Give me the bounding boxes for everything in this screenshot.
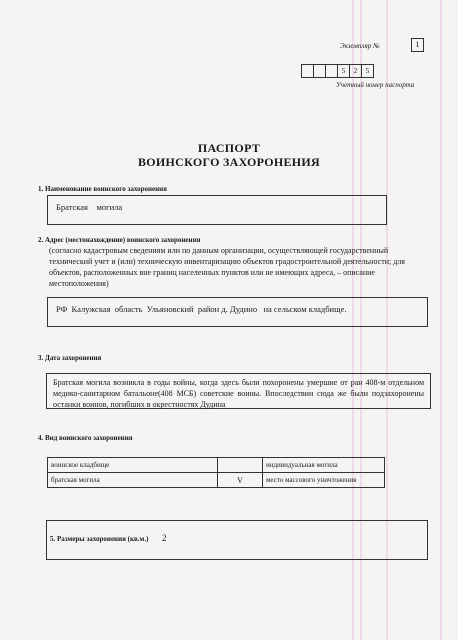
burial-type-left: братская могила xyxy=(48,473,218,488)
burial-name-value: Братская могила xyxy=(56,202,123,212)
account-number-grid xyxy=(301,64,374,78)
section2-heading: 2. Адрес (местонахождение) воинского захоронения xyxy=(38,236,201,244)
account-digit: 5 xyxy=(337,64,349,78)
section3-heading: 3. Дата захоронения xyxy=(38,354,102,362)
section3-value-box xyxy=(46,373,431,409)
table-row xyxy=(48,473,385,488)
burial-type-mark: V xyxy=(218,473,263,488)
section1-heading: 1. Наименование воинского захоронения xyxy=(38,185,167,193)
section4-heading: 4. Вид воинского захоронения xyxy=(38,434,133,442)
section2-description: (согласно кадастровым сведениям или по данным организации, осуществляющей государственный технический учет и (или) техническую инвентаризацию объектов градостроительной деятельности; для объектов, расположенных вне границ населенных пунктов или не имеющих адреса, – описание местоположения) xyxy=(49,246,405,288)
section2-value-box xyxy=(47,297,428,327)
document-title-line2: ВОИНСКОГО ЗАХОРОНЕНИЯ xyxy=(137,155,321,169)
burial-type-table xyxy=(47,457,385,488)
burial-type-left: воинское кладбище xyxy=(48,458,218,473)
account-digit: 5 xyxy=(361,64,374,78)
section5-label: 5. Размеры захоронения (кв.м.) xyxy=(50,535,149,543)
account-digit xyxy=(325,64,337,78)
account-digit: 2 xyxy=(349,64,361,78)
burial-type-right: индивидуальная могила xyxy=(263,458,385,473)
scan-stripe xyxy=(440,0,442,640)
burial-size-value: 2 xyxy=(162,533,167,543)
burial-date-value: Братская могила возникла в годы войны, когда здесь были похоронены умершие от ран 408-м отдельном медико-санитарном батальоне(408 МСБ) советские воины. Впоследствии сюда же были подзахоронены останки воинов, погибших в окрестностях Дудина xyxy=(53,378,424,409)
table-row xyxy=(48,458,385,473)
address-value: РФ Калужская область Ульяновский район д. Дудино на сельском кладбище. xyxy=(56,304,347,314)
account-digit xyxy=(301,64,313,78)
burial-type-right: место массового уничтожения xyxy=(263,473,385,488)
section1-value-box xyxy=(47,195,387,225)
account-number-label: Учетный номер паспорта xyxy=(336,81,415,89)
copy-number-label: Экземпляр № xyxy=(340,42,380,50)
burial-type-mark xyxy=(218,458,263,473)
account-digit xyxy=(313,64,325,78)
document-title-line1: ПАСПОРТ xyxy=(197,141,261,155)
copy-number-box: 1 xyxy=(411,38,424,52)
